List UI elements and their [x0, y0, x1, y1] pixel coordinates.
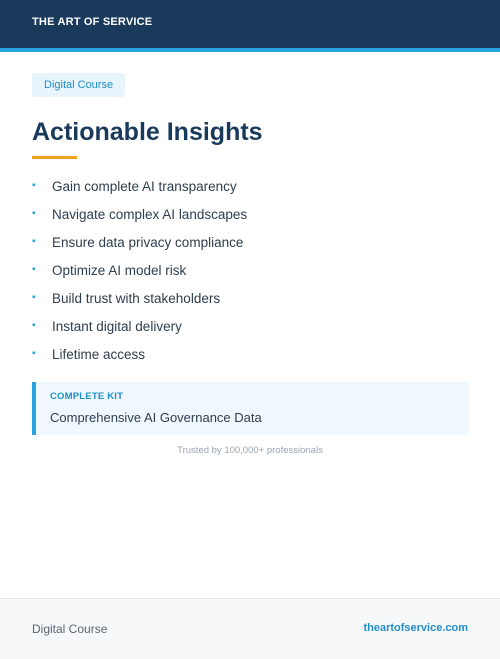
- bullet-icon: ▪: [32, 348, 36, 359]
- list-item: [32, 312, 247, 340]
- bullet-icon: ▪: [32, 208, 36, 219]
- complete-kit-callout: [32, 382, 469, 435]
- bullet-icon: ▪: [32, 236, 36, 247]
- callout-accent-bar: [32, 382, 36, 435]
- list-item: [32, 200, 247, 228]
- kit-label: COMPLETE KIT: [50, 391, 124, 402]
- feature-list: [32, 172, 247, 368]
- header-accent-line: [0, 48, 500, 52]
- feature-text: Ensure data privacy compliance: [52, 234, 244, 250]
- feature-text: Instant digital delivery: [52, 318, 182, 334]
- feature-text: Gain complete AI transparency: [52, 178, 237, 194]
- list-item: [32, 228, 247, 256]
- trust-statement: Trusted by 100,000+ professionals: [177, 445, 323, 456]
- feature-text: Optimize AI model risk: [52, 262, 187, 278]
- feature-text: Navigate complex AI landscapes: [52, 206, 248, 222]
- feature-text: Build trust with stakeholders: [52, 290, 221, 306]
- footer: [0, 598, 500, 659]
- website-link[interactable]: theartofservice.com: [363, 622, 468, 634]
- bullet-icon: ▪: [32, 180, 36, 191]
- bullet-icon: ▪: [32, 264, 36, 275]
- bullet-icon: ▪: [32, 320, 36, 331]
- kit-description: Comprehensive AI Governance Data: [50, 410, 262, 425]
- list-item: [32, 340, 247, 368]
- footer-label: Digital Course: [32, 622, 108, 636]
- brand-name: THE ART OF SERVICE: [32, 16, 153, 28]
- course-badge: Digital Course: [32, 73, 125, 97]
- title-underline: [32, 156, 77, 159]
- header-bar: [0, 0, 500, 48]
- bullet-icon: ▪: [32, 292, 36, 303]
- page-title: Actionable Insights: [32, 118, 263, 146]
- feature-text: Lifetime access: [52, 346, 146, 362]
- list-item: [32, 284, 247, 312]
- list-item: [32, 172, 247, 200]
- list-item: [32, 256, 247, 284]
